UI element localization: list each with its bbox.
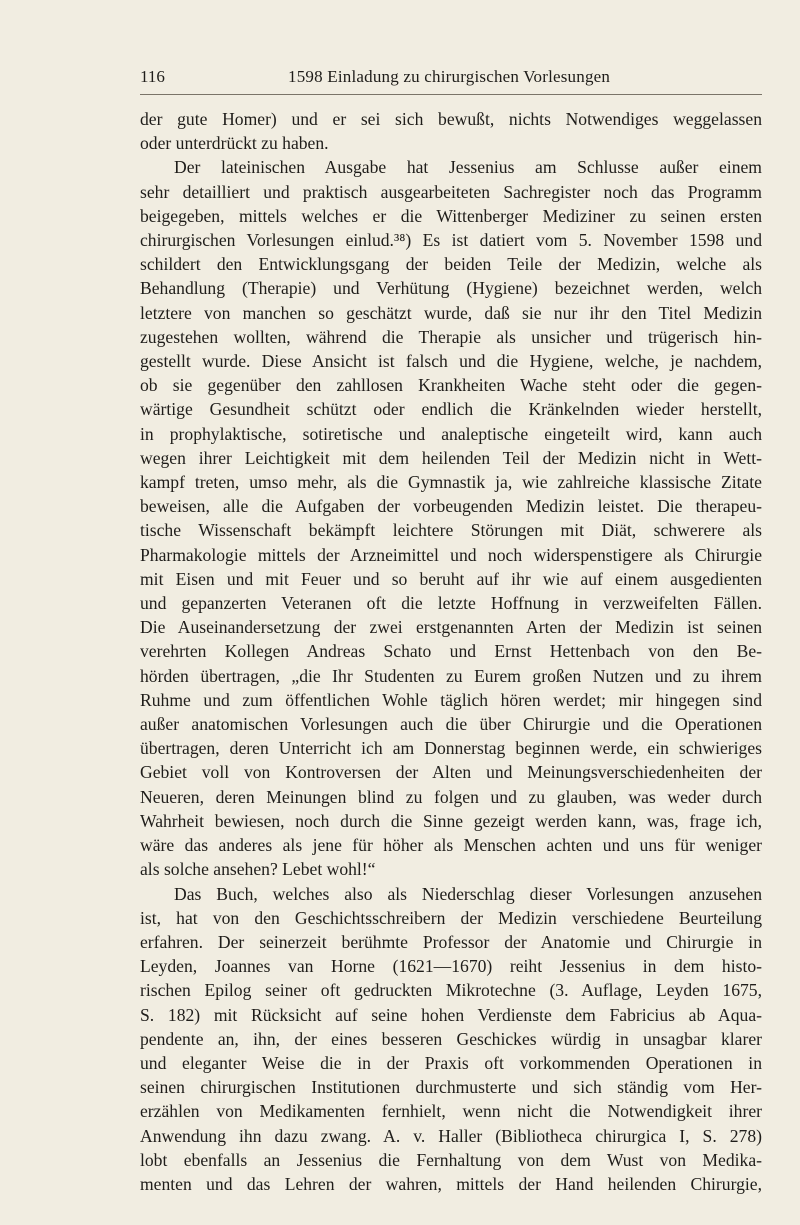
text-line: tische Wissenschaft bekämpft leichtere Störungen mit Diät, schwerere als [140,520,762,541]
text-line: als solche ansehen? Lebet wohl!“ [140,859,376,880]
text-line: oder unterdrückt zu haben. [140,133,329,154]
text-line: ist, hat von den Geschichtsschreibern der Medizin verschiedene Beurteilung [140,907,762,928]
text-line: Ruhme und zum öffentlichen Wohle täglich hören werdet; mir hingegen sind [140,689,762,710]
text-line: wäre das anderes als jene für höher als Menschen achten und uns für weniger [140,835,762,856]
text-line: Behandlung (Therapie) und Verhütung (Hygiene) bezeichnet werden, welch [140,278,762,299]
text-line: kampf treten, umso mehr, als die Gymnastik ja, wie zahlreiche klassische Zitate [140,472,762,493]
text-line: Die Auseinandersetzung der zwei erstgenannten Arten der Medizin ist seinen [140,617,762,638]
text-line: ob sie gegenüber den zahllosen Krankheiten Wache steht oder die gegen- [140,375,762,396]
text-line: Gebiet voll von Kontroversen der Alten und Meinungsverschiedenheiten der [140,762,762,783]
text-line: und eleganter Weise die in der Praxis oft vorkommenden Operationen in [140,1052,762,1073]
text-line: außer anatomischen Vorlesungen auch die über Chirurgie und die Operationen [140,714,762,735]
text-line: beweisen, alle die Aufgaben der vorbeugenden Medizin leistet. Die therapeu- [140,496,762,517]
text-line: lobt ebenfalls an Jessenius die Fernhaltung von dem Wust von Medika- [140,1149,762,1170]
text-line: beigegeben, mittels welches er die Wittenberger Mediziner zu seinen ersten [140,205,762,226]
running-head [140,66,762,95]
text-line: übertragen, deren Unterricht ich am Donnerstag beginnen werde, ein schwieriges [140,738,762,759]
text-line: erzählen von Medikamenten fernhielt, wenn nicht die Notwendigkeit ihrer [140,1101,762,1122]
text-line: S. 182) mit Rücksicht auf seine hohen Verdienste dem Fabricius ab Aqua- [140,1004,762,1025]
text-line: pendente an, ihn, der eines besseren Geschickes würdig in unsagbar klarer [140,1028,762,1049]
text-line: Neueren, deren Meinungen blind zu folgen und zu glauben, was weder durch [140,786,762,807]
text-line: hörden übertragen, „die Ihr Studenten zu Eurem großen Nutzen und zu ihrem [140,665,762,686]
text-line: Der lateinischen Ausgabe hat Jessenius am Schlusse außer einem [174,157,762,178]
text-line: rischen Epilog seiner oft gedruckten Mikrotechne (3. Auflage, Leyden 1675, [140,980,762,1001]
text-line: Das Buch, welches also als Niederschlag dieser Vorlesungen anzusehen [174,883,762,904]
text-line: Leyden, Joannes van Horne (1621—1670) reiht Jessenius in dem histo- [140,956,762,977]
text-line: menten und das Lehren der wahren, mittels der Hand heilenden Chirurgie, [140,1173,762,1194]
text-line: und gepanzerten Veteranen oft die letzte Hoffnung in verzweifelten Fällen. [140,593,762,614]
text-line: verehrten Kollegen Andreas Schato und Ernst Hettenbach von den Be- [140,641,762,662]
text-line: zugestehen wollten, während die Therapie als unsicher und trügerisch hin- [140,326,762,347]
text-line: wegen ihrer Leichtigkeit mit dem heilenden Teil der Medizin nicht in Wett- [140,447,762,468]
page-number: 116 [140,67,165,86]
text-line: schildert den Entwicklungsgang der beiden Teile der Medizin, welche als [140,254,762,275]
text-line: seinen chirurgischen Institutionen durchmusterte und sich ständig vom Her- [140,1077,762,1098]
text-line: chirurgischen Vorlesungen einlud.³⁸) Es ist datiert vom 5. November 1598 und [140,230,762,251]
running-title: 1598 Einladung zu chirurgischen Vorlesungen [288,67,611,86]
text-line: sehr detailliert und praktisch ausgearbeiteten Sachregister noch das Programm [140,181,762,202]
text-line: in prophylaktische, sotiretische und analeptische eingeteilt wird, kann auch [140,423,762,444]
text-line: wärtige Gesundheit schützt oder endlich die Kränkelnden wieder herstellt, [140,399,762,420]
text-line: Anwendung ihn dazu zwang. A. v. Haller (Bibliotheca chirurgica I, S. 278) [140,1125,762,1146]
text-line: Wahrheit bewiesen, noch durch die Sinne gezeigt werden kann, was, frage ich, [140,810,762,831]
text-line: Pharmakologie mittels der Arzneimittel und noch widerspenstigere als Chirurgie [140,544,762,565]
text-line: letztere von manchen so geschätzt wurde, daß sie nur ihr den Titel Medizin [140,302,762,323]
body-text [140,107,762,1196]
text-line: gestellt wurde. Diese Ansicht ist falsch und die Hygiene, welche, je nachdem, [140,351,762,372]
text-line: der gute Homer) und er sei sich bewußt, nichts Notwendiges weggelassen [140,109,762,129]
text-line: mit Eisen und mit Feuer und so beruht auf ihr wie auf einem ausgedienten [140,568,762,589]
text-line: erfahren. Der seinerzeit berühmte Professor der Anatomie und Chirurgie in [140,931,762,952]
